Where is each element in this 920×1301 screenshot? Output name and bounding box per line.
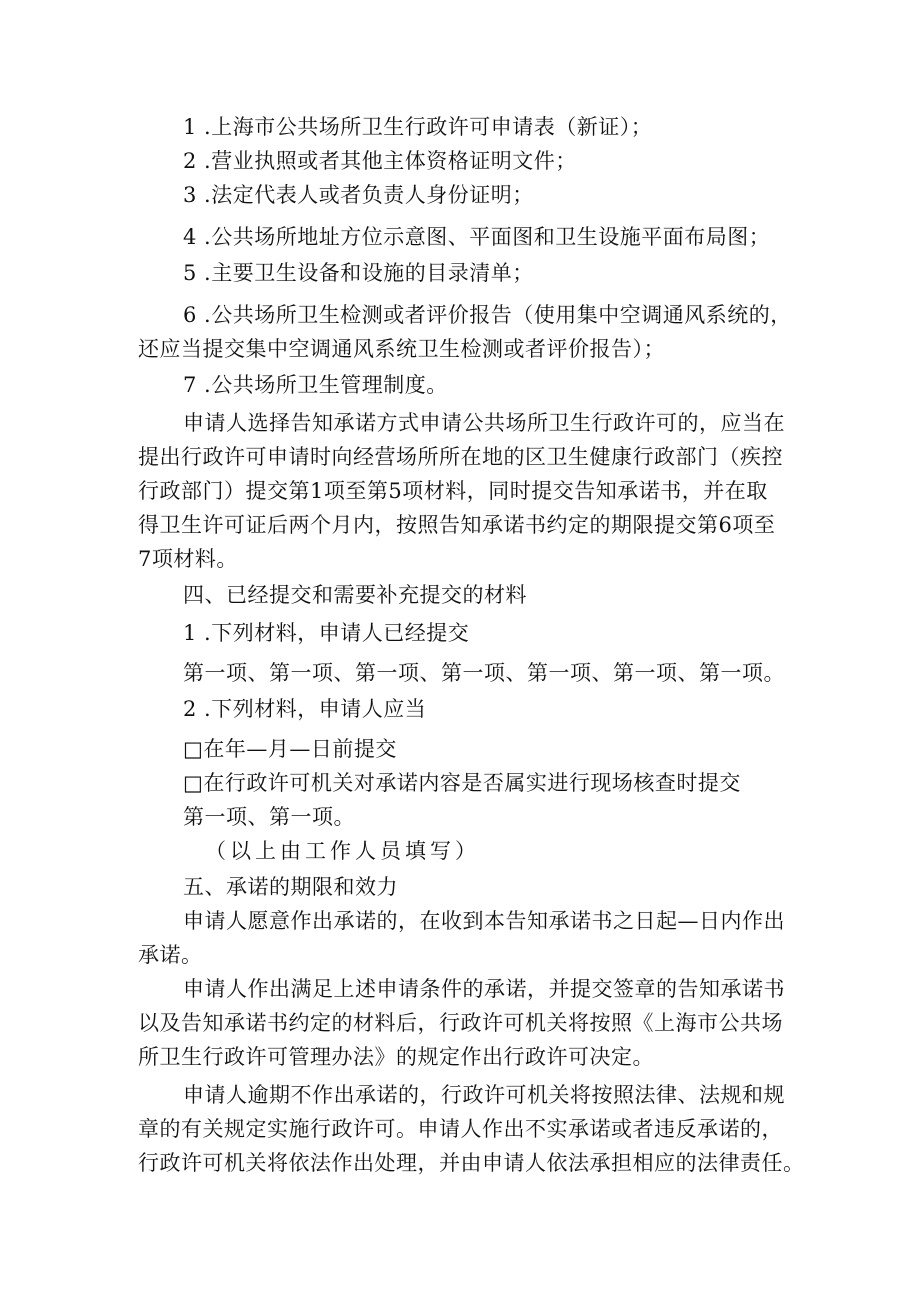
section-5-paragraph-line: 章的有关规定实施行政许可。申请人作出不实承诺或者违反承诺的， bbox=[138, 1117, 783, 1141]
section-5-paragraph-line: 承诺。 bbox=[138, 943, 203, 967]
list-item: 6 .公共场所卫生检测或者评价报告（使用集中空调通风系统的， bbox=[183, 303, 792, 327]
list-item: 2 .营业执照或者其他主体资格证明文件； bbox=[183, 149, 577, 173]
checkbox-option-onsite: □在行政许可机关对承诺内容是否属实进行现场核查时提交 bbox=[183, 771, 741, 795]
list-item-continuation: 还应当提交集中空调通风系统卫生检测或者评价报告）； bbox=[138, 337, 665, 361]
section-5-paragraph-line: 申请人愿意作出承诺的，在收到本告知承诺书之日起—日内作出 bbox=[183, 909, 785, 933]
checkbox-option-deadline: □在年—月—日前提交 bbox=[183, 737, 397, 761]
section-4-sub2: 2 .下列材料，申请人应当 bbox=[183, 697, 427, 721]
list-item: 1 .上海市公共场所卫生行政许可申请表（新证）； bbox=[183, 115, 653, 139]
notice-paragraph-line: 申请人选择告知承诺方式申请公共场所卫生行政许可的，应当在 bbox=[183, 411, 785, 435]
section-5-paragraph-line: 申请人逾期不作出承诺的，行政许可机关将按照法律、法规和规 bbox=[183, 1083, 785, 1107]
section-5-paragraph-line: 所卫生行政许可管理办法》的规定作出行政许可决定。 bbox=[138, 1045, 654, 1069]
list-item: 5 .主要卫生设备和设施的目录清单； bbox=[183, 261, 534, 285]
section-5-paragraph-line: 行政许可机关将依法作出处理，并由申请人依法承担相应的法律责任。 bbox=[138, 1151, 805, 1175]
staff-note: （以上由工作人员填写） bbox=[205, 839, 480, 863]
section-4-heading: 四、已经提交和需要补充提交的材料 bbox=[183, 583, 527, 607]
section-5-paragraph-line: 申请人作出满足上述申请条件的承诺，并提交签章的告知承诺书 bbox=[183, 977, 785, 1001]
notice-paragraph-line: 7项材料。 bbox=[138, 547, 238, 571]
notice-paragraph-line: 提出行政许可申请时向经营场所所在地的区卫生健康行政部门（疾控 bbox=[138, 445, 783, 469]
list-item: 4 .公共场所地址方位示意图、平面图和卫生设施平面布局图； bbox=[183, 225, 771, 249]
section-4-option-items: 第一项、第一项。 bbox=[183, 805, 355, 829]
list-item: 3 .法定代表人或者负责人身份证明； bbox=[183, 183, 534, 207]
notice-paragraph-line: 得卫生许可证后两个月内，按照告知承诺书约定的期限提交第6项至 bbox=[138, 513, 776, 537]
section-5-heading: 五、承诺的期限和效力 bbox=[183, 875, 398, 899]
list-item: 7 .公共场所卫生管理制度。 bbox=[183, 373, 448, 397]
section-4-sub1: 1 .下列材料，申请人已经提交 bbox=[183, 621, 470, 645]
section-4-sub1-items: 第一项、第一项、第一项、第一项、第一项、第一项、第一项。 bbox=[183, 661, 785, 685]
notice-paragraph-line: 行政部门）提交第1项至第5项材料，同时提交告知承诺书，并在取 bbox=[138, 479, 768, 503]
section-5-paragraph-line: 以及告知承诺书约定的材料后，行政许可机关将按照《上海市公共场 bbox=[138, 1011, 783, 1035]
